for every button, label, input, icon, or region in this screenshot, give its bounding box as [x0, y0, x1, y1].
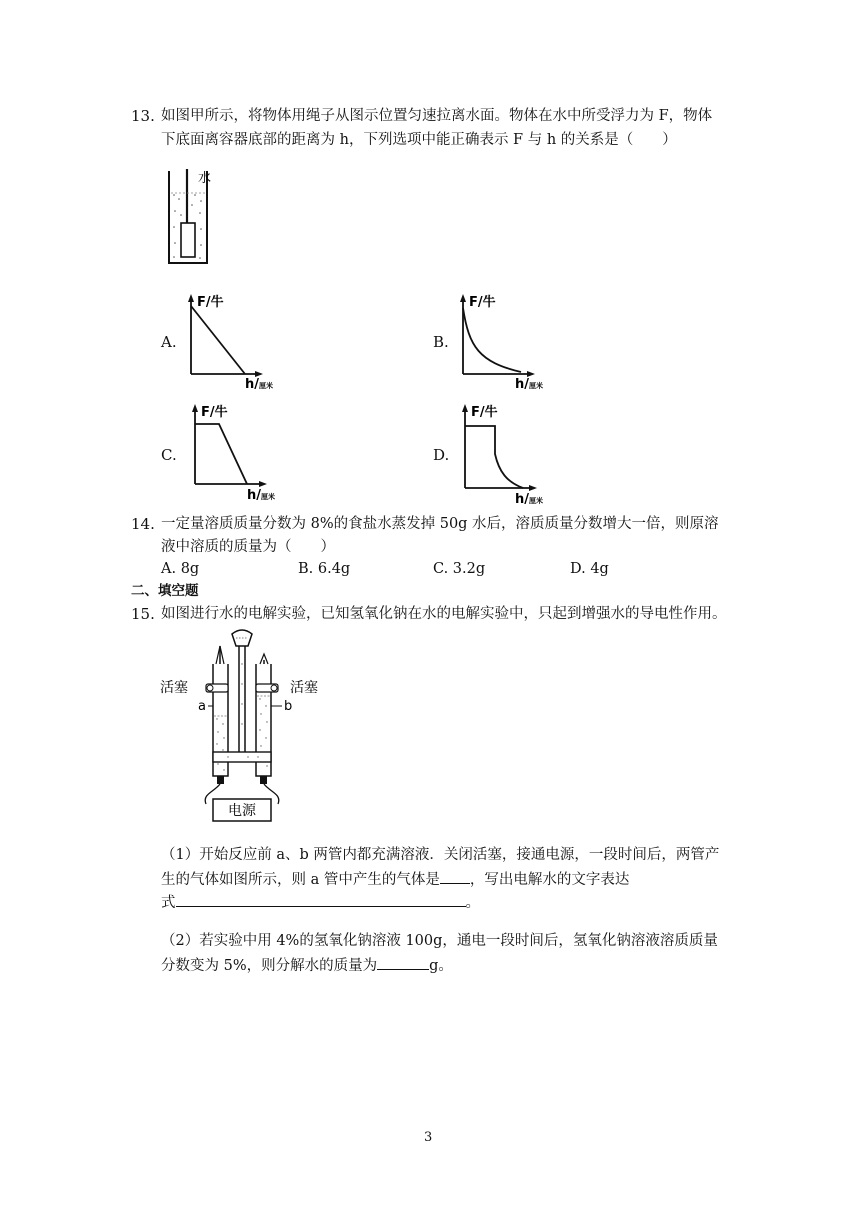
part-2-line-2-text-b: g。: [429, 958, 453, 974]
option-letter: B.: [298, 561, 314, 577]
question-13-number: 13.: [131, 107, 155, 125]
question-14-option-a: [161, 557, 199, 581]
question-15-line-1: 如图进行水的电解实验，已知氢氧化钠在水的电解实验中，只起到增强水的导电性作用。: [161, 606, 727, 622]
option-c-x-label: h/: [247, 488, 262, 502]
option-b-x-label: h/: [515, 377, 530, 392]
question-14-option-c: [433, 557, 485, 581]
option-c-letter: C.: [161, 446, 177, 464]
option-b-letter: B.: [433, 333, 449, 351]
page-number: 3: [424, 1130, 433, 1145]
option-text: 6.4g: [317, 561, 351, 577]
option-a-graph: [183, 292, 293, 392]
right-valve-label: 活塞: [290, 680, 318, 696]
option-b-x-unit: 厘米: [529, 382, 543, 390]
question-14-option-b: [298, 557, 350, 581]
option-letter: D.: [570, 561, 586, 577]
part-1-line-1: （1）开始反应前 a、b 两管内都充满溶液．关闭活塞，接通电源，一段时间后，两管产: [161, 847, 720, 863]
option-text: 3.2g: [452, 561, 486, 577]
part-2-line-1: （2）若实验中用 4%的氢氧化钠溶液 100g，通电一段时间后，氢氧化钠溶液溶质质量: [161, 933, 718, 949]
option-text: 8g: [180, 561, 200, 577]
option-text: 4g: [590, 561, 609, 577]
power-label: 电源: [228, 803, 256, 819]
section-title: 二、填空题: [131, 583, 199, 599]
part-1-line-3: [161, 890, 480, 915]
part-1-line-2-text-a: 生的气体如图所示，则 a 管中产生的气体是: [161, 872, 440, 888]
part-2-line-2-text-a: 分数变为 5%，则分解水的质量为: [161, 958, 378, 974]
option-b-graph: [455, 292, 565, 392]
water-mass-blank[interactable]: [377, 953, 429, 970]
part-1-line-3-text-b: 。: [465, 895, 480, 911]
part-1-line-3-text-a: 式: [161, 895, 176, 911]
option-a-x-label: h/: [245, 377, 260, 392]
option-c-y-label: F/牛: [201, 405, 228, 420]
beaker-water-label: 水: [198, 171, 212, 186]
left-valve-label: 活塞: [160, 680, 188, 696]
part-1-line-2-text-b: ，写出电解水的文字表达: [469, 872, 630, 888]
question-13-line-1: 如图甲所示，将物体用绳子从图示位置匀速拉离水面。物体在水中所受浮力为 F，物体: [161, 108, 713, 124]
option-letter: C.: [433, 561, 449, 577]
option-a-letter: A.: [161, 333, 177, 351]
option-d-x-unit: 厘米: [529, 497, 543, 505]
question-14-line-1: 一定量溶质质量分数为 8%的食盐水蒸发掉 50g 水后，溶质质量分数增大一倍，则原溶: [161, 516, 719, 532]
option-c-x-unit: 厘米: [261, 493, 275, 501]
question-14-option-d: [570, 557, 609, 581]
option-d-graph: [457, 402, 567, 506]
option-a-y-label: F/牛: [197, 295, 224, 310]
option-d-x-label: h/: [515, 492, 530, 506]
part-2-line-2: [161, 953, 453, 978]
tube-b-label: b: [284, 699, 293, 714]
option-c-graph: [187, 402, 297, 502]
part-1-line-2: [161, 867, 629, 892]
option-d-y-label: F/牛: [471, 405, 498, 420]
option-a-x-unit: 厘米: [259, 382, 273, 390]
option-d-letter: D.: [433, 446, 450, 464]
question-14-number: 14.: [131, 515, 155, 533]
electrolysis-apparatus-figure: [158, 624, 328, 824]
question-13-line-2: 下底面离容器底部的距离为 h，下列选项中能正确表示 F 与 h 的关系是（ ）: [161, 132, 677, 148]
question-15-number: 15.: [131, 605, 155, 623]
option-letter: A.: [161, 561, 177, 577]
tube-a-label: a: [198, 699, 206, 714]
beaker-figure: [165, 165, 225, 269]
option-b-y-label: F/牛: [469, 295, 496, 310]
gas-answer-blank[interactable]: [440, 867, 470, 884]
word-equation-blank[interactable]: [176, 890, 466, 907]
question-14-line-2: 液中溶质的质量为（ ）: [161, 539, 335, 555]
